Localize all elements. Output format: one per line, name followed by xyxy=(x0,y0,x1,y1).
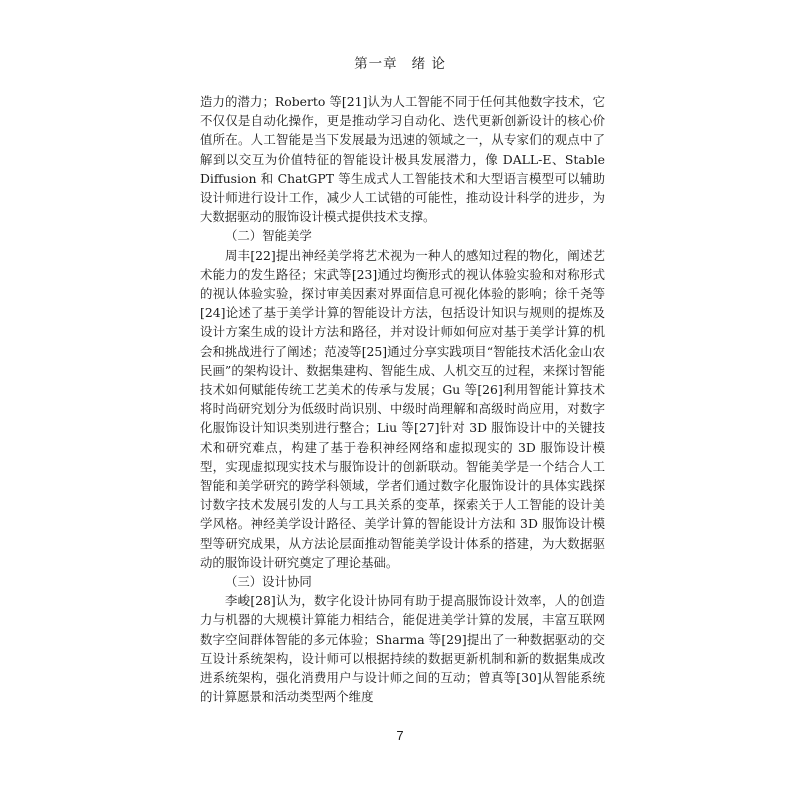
paragraph-1: 造力的潜力；Roberto 等[21]认为人工智能不同于任何其他数字技术，它不仅仅是自动化操作，更是推动学习自动化、迭代更新创新设计的核心价值所在。人工智能是当下发展最为迅速的领域之一，从专家们的观点中了解到以交互为价值特征的智能设计极具发展潜力，像 DALL-E、Stable Diffusion 和 ChatGPT 等生成式人工智能技术和大型语言模型可以辅助设计师进行设计工作，减少人工试错的可能性，推动设计科学的进步，为大数据驱动的服饰设计模式提供技术支撑。 xyxy=(200,94,605,225)
section-number: （二） xyxy=(225,228,263,244)
paragraph-2: 周丰[22]提出神经美学将艺术视为一种人的感知过程的物化，阐述艺术能力的发生路径；宋武等[23]通过均衡形式的视认体验实验和对称形式的视认体验实验，探讨审美因素对界面信息可视化体验的影响；徐千尧等[24]论述了基于美学计算的智能设计方法，包括设计知识与规则的提炼及设计方案生成的设计方法和路径，并对设计师如何应对基于美学计算的机会和挑战进行了阐述；范凌等[25]通过分享实践项目“智能技术活化金山农民画”的架构设计、数据集建构、智能生成、人机交互的过程，来探讨智能技术如何赋能传统工艺美术的传承与发展；Gu 等[26]利用智能计算技术将时尚研究划分为低级时尚识别、中级时尚理解和高级时尚应用，对数字化服饰设计知识类别进行整合；Liu 等[27]针对 3D 服饰设计中的关键技术和研究难点，构建了基于卷积神经网络和虚拟现实的 3D 服饰设计模型，实现虚拟现实技术与服饰设计的创新联动。智能美学是一个结合人工智能和美学研究的跨学科领域，学者们通过数字化服饰设计的具体实践探讨数字技术发展引发的人与工具关系的变革，探索关于人工智能的设计美学风格。神经美学设计路径、美学计算的智能设计方法和 3D 服饰设计模型等研究成果，从方法论层面推动智能美学设计体系的搭建，为大数据驱动的服饰设计研究奠定了理论基础。 xyxy=(200,247,605,570)
paragraph-3: 李峻[28]认为，数字化设计协同有助于提高服饰设计效率，人的创造力与机器的大规模计算能力相结合，能促进美学计算的发展，丰富互联网数字空间群体智能的多元体验；Sharma 等[29]提出了一种数据驱动的交互设计系统架构，设计师可以根据持续的数据更新机制和新的数据集成改进系统架构，强化消费用户与设计师之间的互动；曾真等[30]从智能系统的计算愿景和活动类型两个维度 xyxy=(200,593,605,705)
page-number: 7 xyxy=(396,728,404,743)
section-title: 智能美学 xyxy=(262,228,312,244)
running-header xyxy=(0,52,800,72)
chapter-title: 绪 论 xyxy=(411,56,446,72)
chapter-number: 第一章 xyxy=(354,56,398,72)
section-number: （三） xyxy=(225,574,263,590)
section-heading-aesthetics xyxy=(200,226,605,245)
section-heading-collaboration xyxy=(200,572,605,591)
section-title: 设计协同 xyxy=(262,574,312,590)
body-text xyxy=(200,92,605,707)
